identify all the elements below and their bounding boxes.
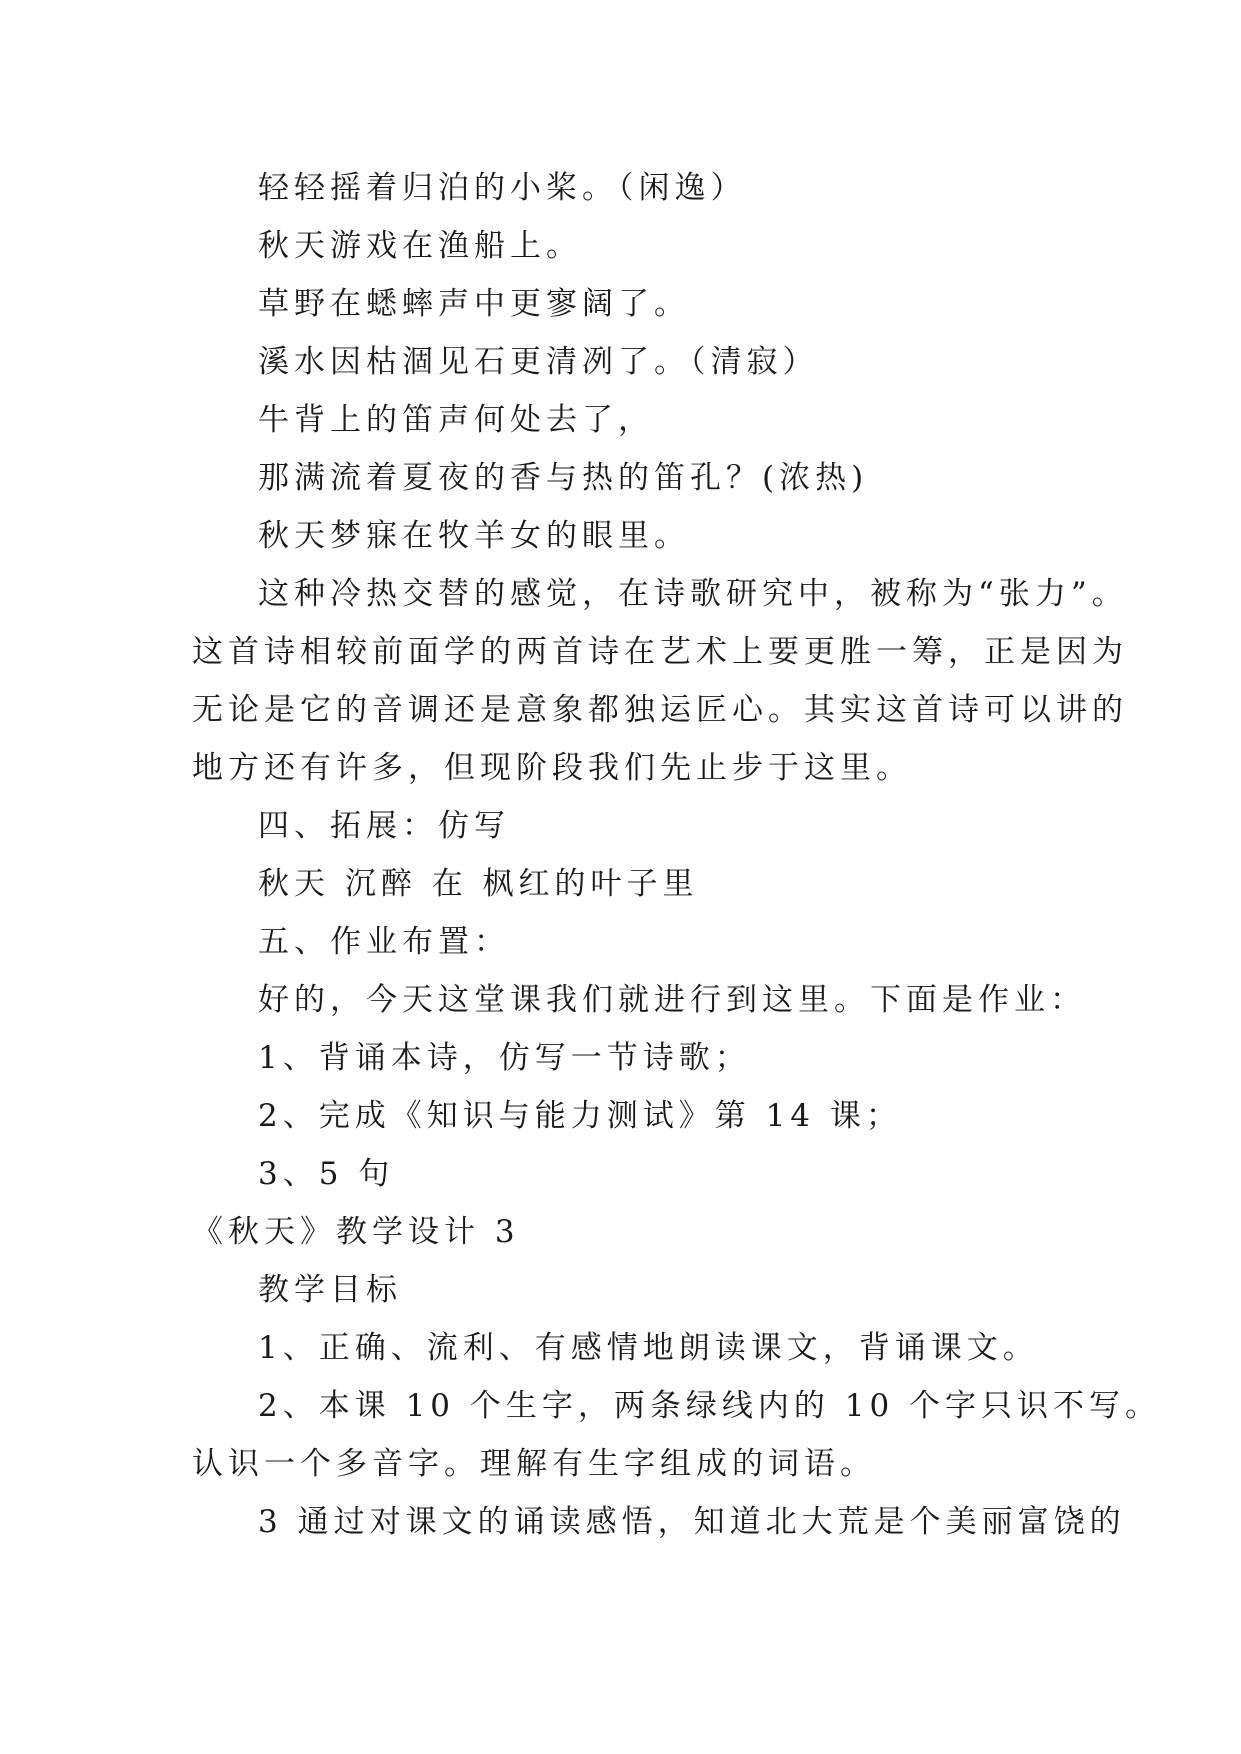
- list-item: 1、正确、流利、有感情地朗读课文，背诵课文。: [258, 1330, 1039, 1366]
- text-line: 牛背上的笛声何处去了，: [258, 402, 654, 438]
- text-line: 认识一个多音字。理解有生字组成的词语。: [192, 1446, 876, 1482]
- list-item: 3、5 句: [258, 1156, 395, 1192]
- document-title: 《秋天》教学设计 3: [192, 1214, 520, 1250]
- text-line: 无论是它的音调还是意象都独运匠心。其实这首诗可以讲的: [192, 692, 1128, 728]
- section-heading: 教学目标: [258, 1272, 402, 1308]
- text-line: 秋天游戏在渔船上。: [258, 228, 582, 264]
- text-line: 好的，今天这堂课我们就进行到这里。下面是作业：: [258, 982, 1086, 1018]
- list-item: 2、本课 10 个生字，两条绿线内的 10 个字只识不写。: [258, 1388, 1162, 1424]
- text-line: 那满流着夏夜的香与热的笛孔？(浓热): [258, 460, 869, 496]
- list-item: 3 通过对课文的诵读感悟，知道北大荒是个美丽富饶的: [258, 1504, 1126, 1540]
- text-line: 草野在蟋蟀声中更寥阔了。: [258, 286, 690, 322]
- text-line: 溪水因枯涸见石更清冽了。（清寂）: [258, 344, 819, 380]
- section-heading: 四、拓展：仿写: [258, 808, 510, 844]
- text-line: 这首诗相较前面学的两首诗在艺术上要更胜一筹，正是因为: [192, 634, 1128, 670]
- section-heading: 五、作业布置：: [258, 924, 510, 960]
- text-line: 秋天梦寐在牧羊女的眼里。: [258, 518, 690, 554]
- list-item: 1、背诵本诗，仿写一节诗歌；: [258, 1040, 751, 1076]
- text-line: 地方还有许多，但现阶段我们先止步于这里。: [192, 750, 912, 786]
- text-line: 秋天 沉醉 在 枫红的叶子里: [258, 866, 699, 902]
- text-line: 轻轻摇着归泊的小桨。（闲逸）: [258, 170, 747, 206]
- list-item: 2、完成《知识与能力测试》第 14 课；: [258, 1098, 902, 1134]
- text-line: 这种冷热交替的感觉，在诗歌研究中，被称为“张力”。: [258, 576, 1128, 612]
